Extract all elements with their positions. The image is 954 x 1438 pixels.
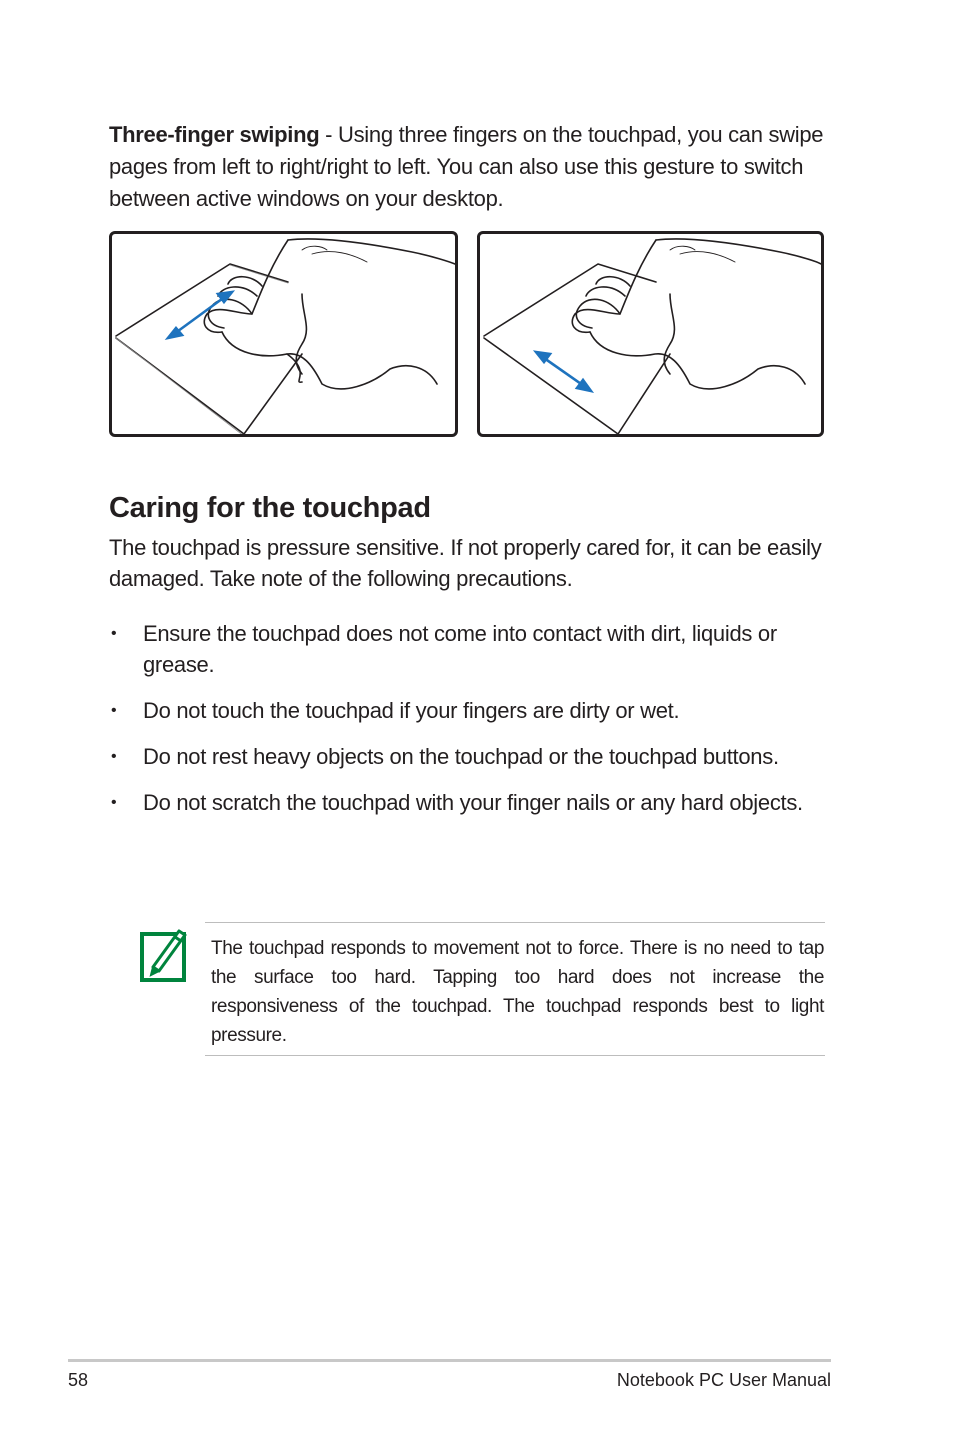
list-item: • Do not scratch the touchpad with your finger nails or any hard objects. <box>109 787 829 818</box>
bullet-icon: • <box>111 794 117 811</box>
note-box <box>205 922 825 1056</box>
note-pencil-icon <box>139 925 191 983</box>
bullet-icon: • <box>111 625 117 642</box>
list-item: • Ensure the touchpad does not come into contact with dirt, liquids or grease. <box>109 618 829 680</box>
intro-lead: Three-finger swiping <box>109 122 320 147</box>
bullet-icon: • <box>111 748 117 765</box>
footer-divider <box>68 1359 831 1362</box>
list-item: • Do not rest heavy objects on the touchpad or the touchpad buttons. <box>109 741 829 772</box>
list-item: • Do not touch the touchpad if your fingers are dirty or wet. <box>109 695 829 726</box>
bullet-icon: • <box>111 702 117 719</box>
intro-text: - Using three fingers on the touchpad, you can swipe pages from left to right/right to left. You can also use this gesture to switch between active windows on your desktop. <box>109 122 824 211</box>
manual-title: Notebook PC User Manual <box>616 1370 831 1390</box>
precautions-list <box>109 618 829 833</box>
section-body: The touchpad is pressure sensitive. If not properly cared for, it can be easily damaged. Take note of the following precautions. <box>109 535 822 591</box>
note-text: The touchpad responds to movement not to force. There is no need to tap the surface too hard. Tapping too hard does not increase the responsiveness of the touchpad. The touchpad responds best to light pressure. <box>211 938 824 1046</box>
intro-paragraph <box>109 119 829 215</box>
page-number: 58 <box>68 1370 89 1390</box>
hand-swipe-diagonal-icon <box>480 234 821 434</box>
hand-swipe-diagonal-icon <box>112 234 455 434</box>
three-finger-swipe-illustration-left <box>109 231 458 437</box>
three-finger-swipe-illustration-right <box>477 231 824 437</box>
section-title: Caring for the touchpad <box>109 492 431 524</box>
